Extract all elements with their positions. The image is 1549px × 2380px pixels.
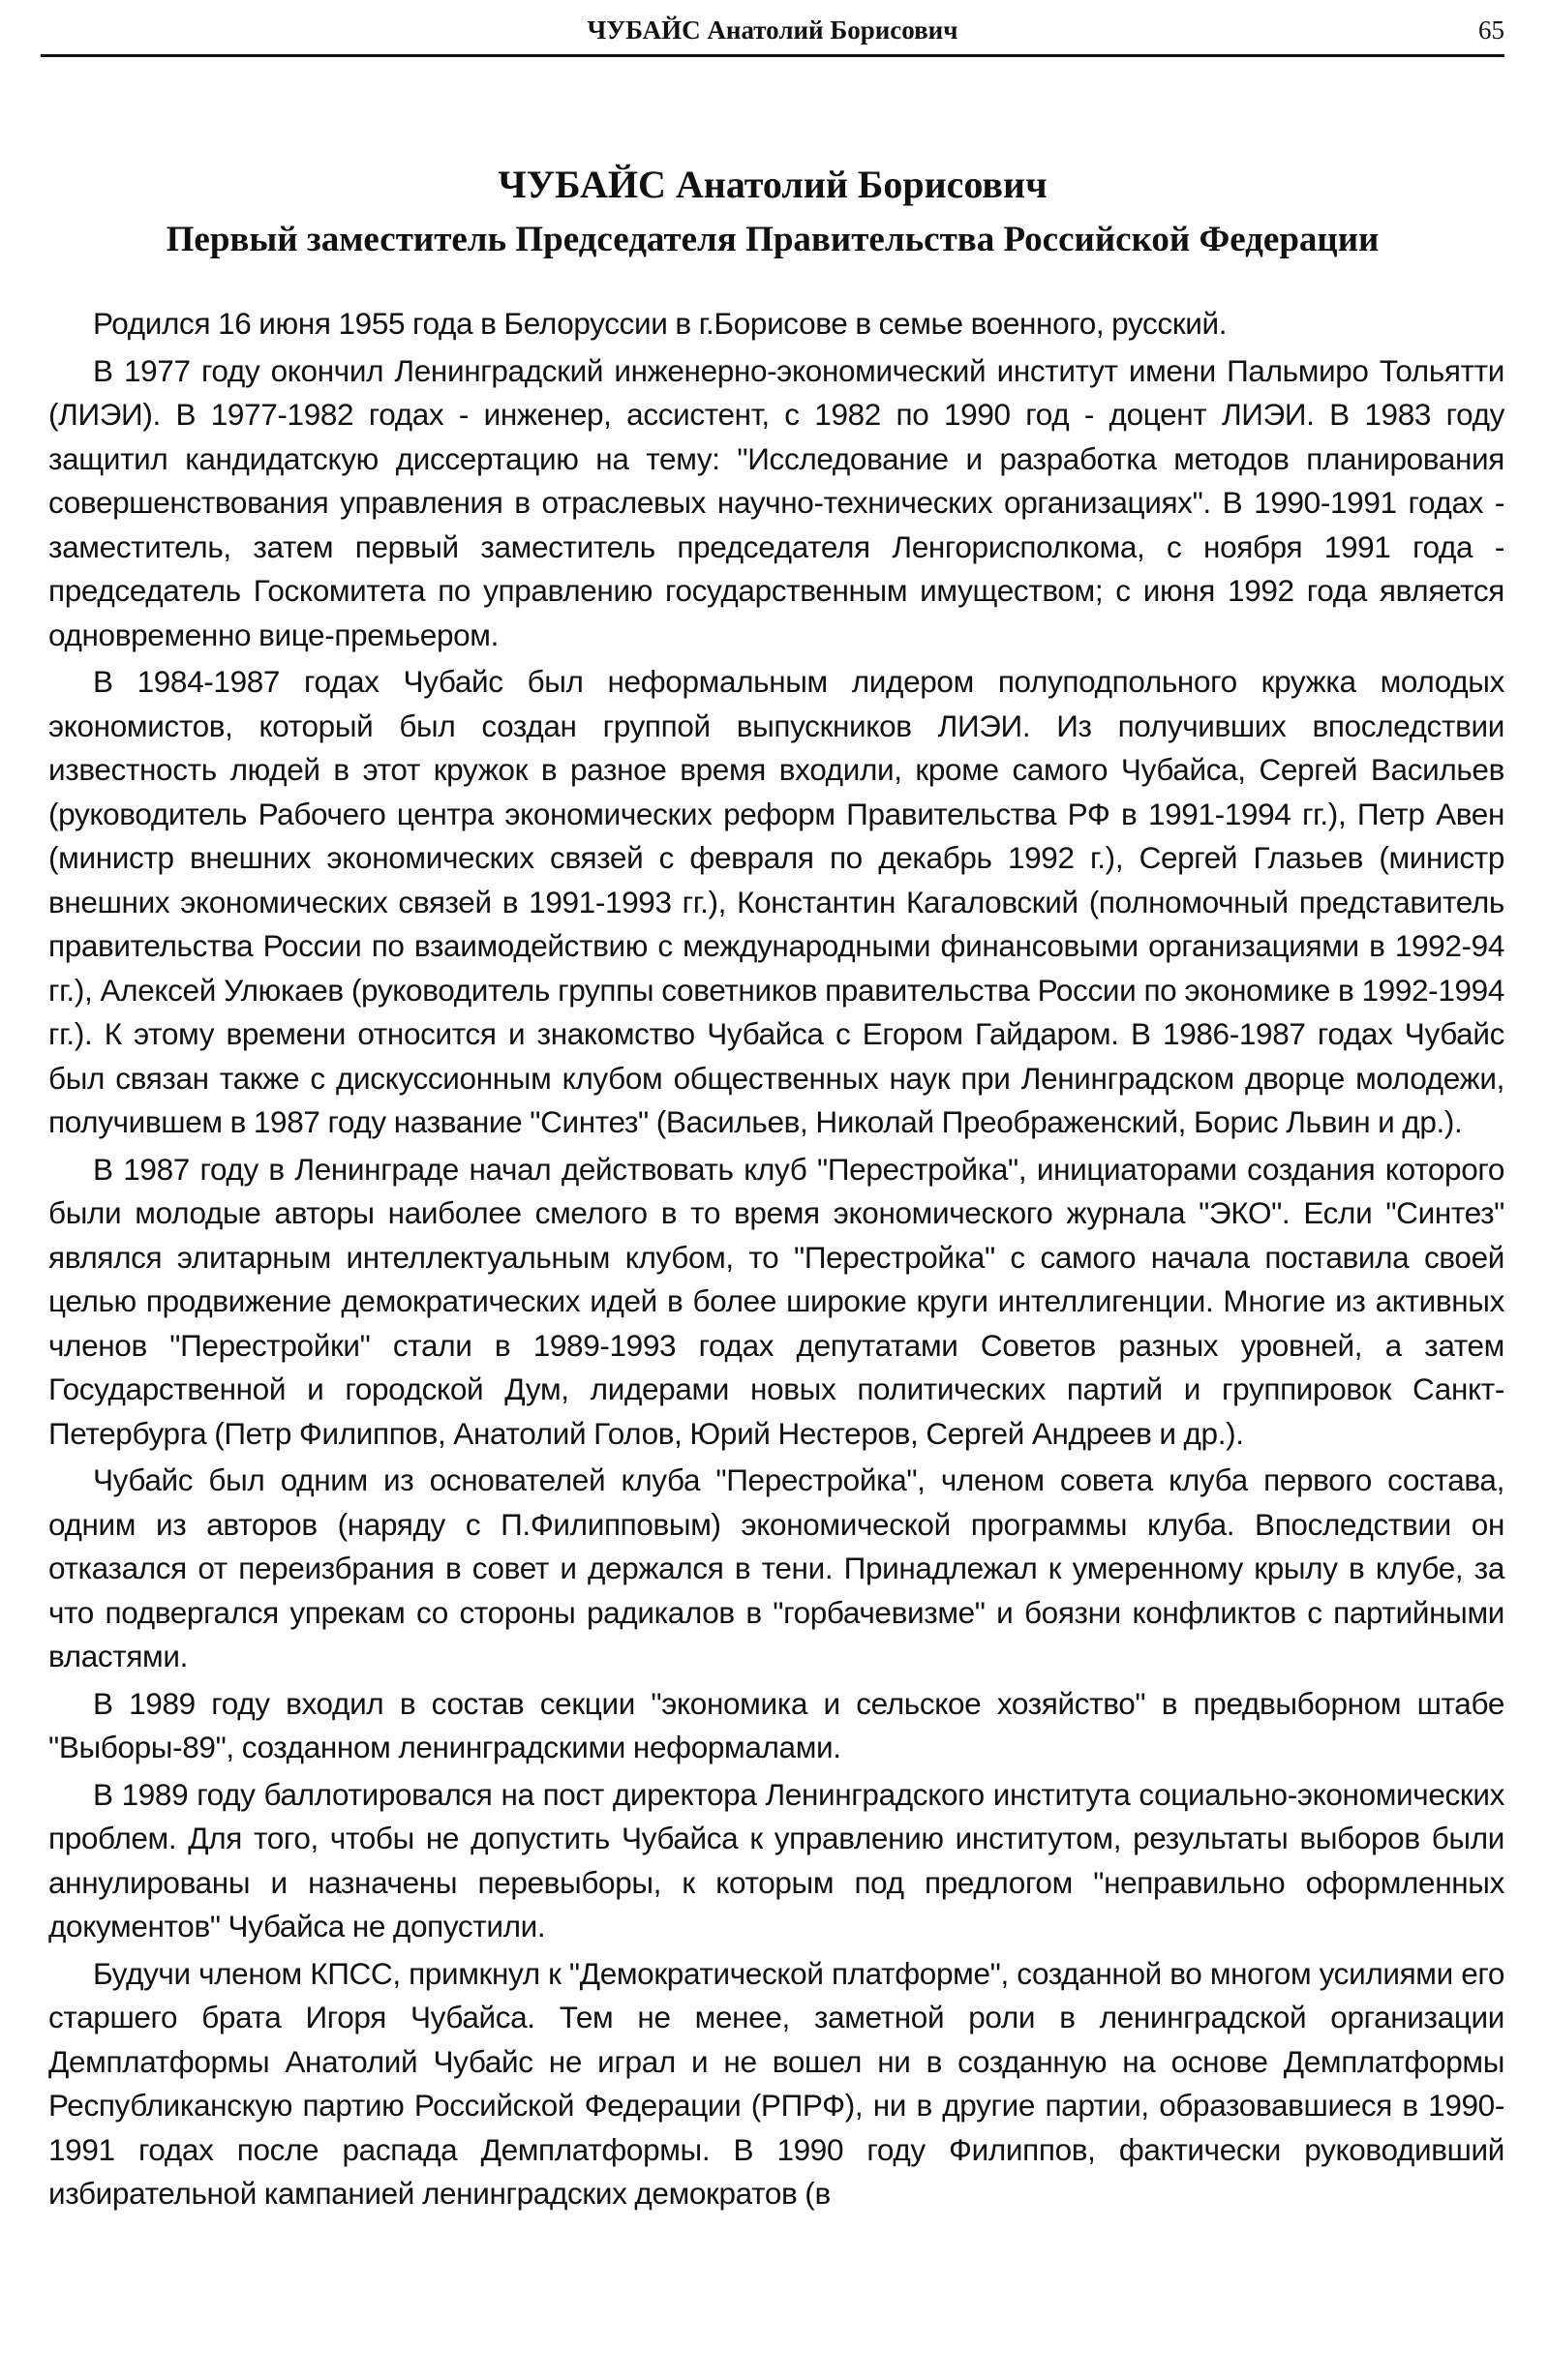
paragraph-birth: Родился 16 июня 1955 года в Белоруссии в г.Борисове в семье военного, русский. bbox=[93, 306, 1228, 341]
paragraph-economists-circle: В 1984-1987 годах Чубайс был неформальным лидером полуподпольного кружка молодых экономистов, который был создан группой выпускников ЛИЭИ. Из получивших впоследствии известность людей в этот кружок в разное время входили, кроме самого Чубайса, Сергей Васильев (руководитель Рабочего центра экономических реформ Правительства РФ в 1991-1994 гг.), Петр Авен (министр внешних экономических связей с февраля по декабрь 1992 г.), Сергей Глазьев (министр внешних экономических связей в 1991-1993 гг.), Константин Кагаловский (полномочный представитель правительства России по взаимодействию с международными финансовыми организациями в 1992-94 гг.), Алексей Улюкаев (руководитель группы советников правительства России по экономике в 1992-1994 гг.). К этому времени относится и знакомство Чубайса с Егором Гайдаром. В 1986-1987 годах Чубайс был связан также с дискуссионным клубом общественных наук при Ленинградском дворце молодежи, получившем в 1987 году название "Синтез" (Васильев, Николай Преображенский, Борис Львин и др.). bbox=[48, 664, 1504, 1139]
page-number: 65 bbox=[1478, 15, 1504, 45]
running-header bbox=[41, 14, 1504, 57]
article-heading bbox=[41, 159, 1504, 269]
running-title: ЧУБАЙС Анатолий Борисович bbox=[587, 15, 958, 45]
paragraph-club-founder: Чубайс был одним из основателей клуба "Перестройка", членом совета клуба первого состава, одним из авторов (наряду с П.Филипповым) экономической программы клуба. Впоследствии он отказался от переизбрания в совет и держался в тени. Принадлежал к умеренному крылу в клубе, за что подвергался упрекам со стороны радикалов в "горбачевизме" и боязни конфликтов с партийными властями. bbox=[48, 1462, 1504, 1673]
article-body bbox=[48, 302, 1504, 2219]
article-title: ЧУБАЙС Анатолий Борисович bbox=[498, 163, 1048, 206]
paragraph-education-career: В 1977 году окончил Ленинградский инженерно-экономический институт имени Пальмиро Тольятти (ЛИЭИ). В 1977-1982 годах - инженер, ассистент, с 1982 по 1990 год - доцент ЛИЭИ. В 1983 году защитил кандидатскую диссертацию на тему: "Исследование и разработка методов планирования совершенствования управления в отраслевых научно-технических организациях". В 1990-1991 годах - заместитель, затем первый заместитель председателя Ленгорисполкома, с ноября 1991 года - председатель Госкомитета по управлению государственным имуществом; с июня 1992 года является одновременно вице-премьером. bbox=[48, 352, 1504, 652]
paragraph-democratic-platform: Будучи членом КПСС, примкнул к "Демократической платформе", созданной во многом усилиями его старшего брата Игоря Чубайса. Тем не менее, заметной роли в ленинградской организации Демплатформы Анатолий Чубайс не играл и не вошел ни в созданную на основе Демплатформы Республиканскую партию Российской Федерации (РПРФ), ни в другие партии, образовавшиеся в 1990-1991 годах после распада Демплатформы. В 1990 году Филиппов, фактически руководивший избирательной кампанией ленинградских демократов (в bbox=[48, 1955, 1504, 2211]
paragraph-election-1989: В 1989 году входил в состав секции "экономика и сельское хозяйство" в предвыборном штабе "Выборы-89", созданном ленинградскими неформалами. bbox=[48, 1685, 1504, 1764]
article-subtitle: Первый заместитель Председателя Правительства Российской Федерации bbox=[166, 220, 1380, 259]
paragraph-institute-director: В 1989 году баллотировался на пост директора Ленинградского института социально-экономических проблем. Для того, чтобы не допустить Чубайса к управлению институтом, результаты выборов были аннулированы и назначены перевыборы, к которым под предлогом "неправильно оформленных документов" Чубайса не допустили. bbox=[48, 1776, 1504, 1943]
paragraph-perestroika-club: В 1987 году в Ленинграде начал действовать клуб "Перестройка", инициаторами создания которого были молодые авторы наиболее смелого в то время экономического журнала "ЭКО". Если "Синтез" являлся элитарным интеллектуальным клубом, то "Перестройка" с самого начала поставила своей целью продвижение демократических идей в более широкие круги интеллигенции. Многие из активных членов "Перестройки" стали в 1989-1993 годах депутатами Советов разных уровней, а затем Государственной и городской Дум, лидерами новых политических партий и группировок Санкт-Петербурга (Петр Филиппов, Анатолий Голов, Юрий Нестеров, Сергей Андреев и др.). bbox=[48, 1151, 1504, 1451]
